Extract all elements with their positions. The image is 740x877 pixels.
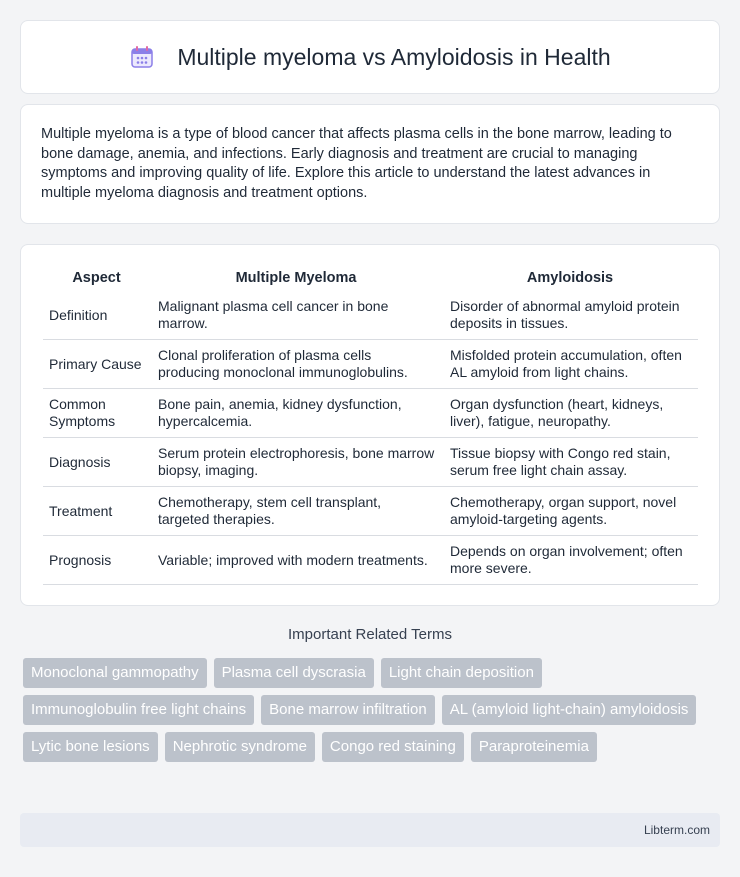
table-row [43, 487, 698, 536]
myeloma-cell: Clonal proliferation of plasma cells producing monoclonal immunoglobulins. [150, 340, 442, 389]
footer [20, 813, 720, 847]
table-header-row [43, 265, 698, 291]
amyloidosis-cell: Disorder of abnormal amyloid protein deposits in tissues. [442, 291, 698, 340]
intro-card [20, 104, 720, 224]
table-row [43, 389, 698, 438]
table-row [43, 438, 698, 487]
related-term-tag[interactable]: AL (amyloid light-chain) amyloidosis [442, 695, 697, 725]
related-term-tag[interactable]: Nephrotic syndrome [165, 732, 315, 762]
aspect-cell: Primary Cause [43, 340, 150, 389]
footer-site-link[interactable]: Libterm.com [643, 823, 710, 837]
myeloma-cell: Malignant plasma cell cancer in bone marrow. [150, 291, 442, 340]
myeloma-cell: Bone pain, anemia, kidney dysfunction, hypercalcemia. [150, 389, 442, 438]
myeloma-cell: Chemotherapy, stem cell transplant, targeted therapies. [150, 487, 442, 536]
intro-text: Multiple myeloma is a type of blood cancer that affects plasma cells in the bone marrow, leading to bone damage, anemia, and infections. Early diagnosis and treatment are crucial to managing symptoms and improving quality of life. Explore this article to understand the latest advances in multiple myeloma diagnosis and treatment options. [41, 126, 672, 201]
related-term-tag[interactable]: Lytic bone lesions [23, 732, 158, 762]
related-term-tag[interactable]: Plasma cell dyscrasia [214, 658, 374, 688]
related-term-tag[interactable]: Paraproteinemia [471, 732, 597, 762]
amyloidosis-cell: Chemotherapy, organ support, novel amyloid-targeting agents. [442, 487, 698, 536]
related-term-tag[interactable]: Monoclonal gammopathy [23, 658, 207, 688]
aspect-cell: Common Symptoms [43, 389, 150, 438]
amyloidosis-cell: Depends on organ involvement; often more severe. [442, 536, 698, 585]
aspect-cell: Treatment [43, 487, 150, 536]
related-terms-list [23, 658, 723, 762]
header-card [20, 20, 720, 94]
related-term-tag[interactable]: Bone marrow infiltration [261, 695, 435, 725]
column-header: Amyloidosis [526, 270, 614, 286]
aspect-cell: Prognosis [43, 536, 150, 585]
comparison-table [43, 265, 698, 585]
related-term-tag[interactable]: Immunoglobulin free light chains [23, 695, 254, 725]
calendar-icon [129, 44, 155, 70]
related-term-tag[interactable]: Light chain deposition [381, 658, 542, 688]
amyloidosis-cell: Organ dysfunction (heart, kidneys, liver), fatigue, neuropathy. [442, 389, 698, 438]
column-header: Aspect [72, 270, 121, 286]
table-row [43, 340, 698, 389]
amyloidosis-cell: Tissue biopsy with Congo red stain, serum free light chain assay. [442, 438, 698, 487]
aspect-cell: Diagnosis [43, 438, 150, 487]
myeloma-cell: Variable; improved with modern treatments. [150, 536, 442, 585]
table-row [43, 536, 698, 585]
related-term-tag[interactable]: Congo red staining [322, 732, 464, 762]
related-terms-title: Important Related Terms [288, 626, 452, 643]
amyloidosis-cell: Misfolded protein accumulation, often AL amyloid from light chains. [442, 340, 698, 389]
aspect-cell: Definition [43, 291, 150, 340]
column-header: Multiple Myeloma [235, 270, 357, 286]
comparison-card [20, 244, 720, 606]
page-title: Multiple myeloma vs Amyloidosis in Health [177, 43, 611, 70]
table-row [43, 291, 698, 340]
myeloma-cell: Serum protein electrophoresis, bone marrow biopsy, imaging. [150, 438, 442, 487]
